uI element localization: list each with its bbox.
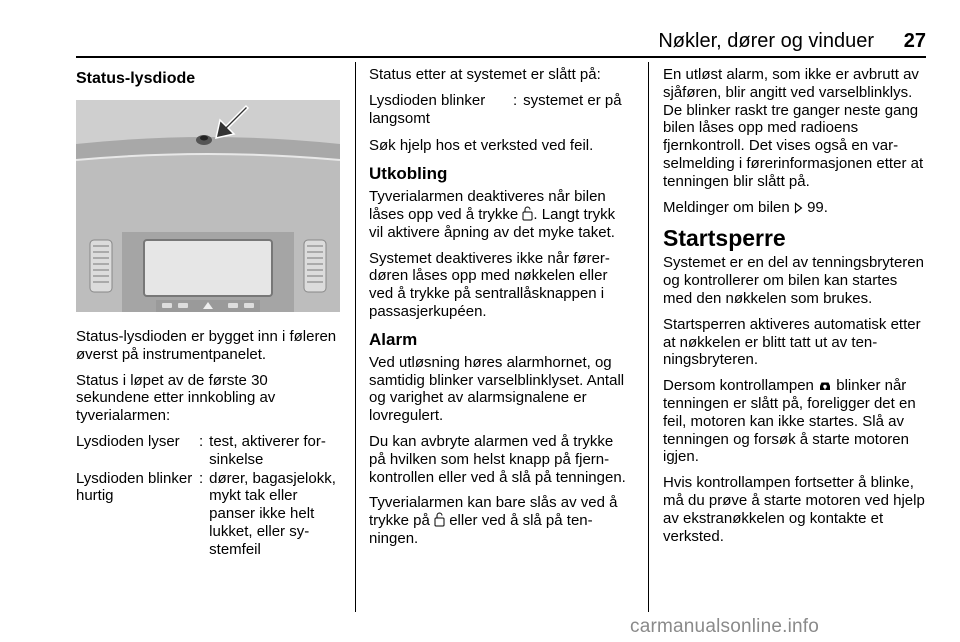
heading-startsperre: Startsperre [663,225,786,252]
page-reference-icon [794,202,803,214]
list-definition: systemet er på [523,91,622,109]
heading-utkobling: Utkobling [369,164,448,184]
column-1 [76,62,342,560]
paragraph: Status-lysdioden er bygget inn i føleren øverst på instrumentpanelet. [76,328,337,363]
column-divider [355,62,356,612]
paragraph: Startsperren aktiveres automatisk etter at nøkkelen er blitt tatt ut av tenningsbryteren. [663,315,921,369]
list-item [76,470,342,559]
unlock-key-icon [522,206,533,221]
status-list [76,433,342,559]
car-key-warning-icon [818,380,832,392]
section-title-status-led: Status-lysdiode [76,70,196,87]
dashboard-drawing [76,100,340,312]
paragraph: Status i løpet av de første 30 sekundene etter innkobling av tyverialarmen: [76,371,276,425]
heading-alarm: Alarm [369,329,418,349]
paragraph: Tyverialarmen kan bare slås av ved å trykke på eller ved å slå på tenningen. [369,494,618,547]
list-separator: : [513,91,518,109]
list-item [369,92,633,128]
column-3 [663,62,927,553]
list-separator: : [199,432,204,450]
page-header [76,28,926,54]
column-2 [369,62,633,556]
list-separator: : [199,469,204,487]
list-definition: test, aktiverer forsinkelse [209,432,326,468]
unlock-key-icon [434,512,445,527]
paragraph: Status etter at systemet er slått på: [369,66,601,83]
paragraph: Du kan avbryte alarmen ved å trykke på hvilken som helst knapp på fjernkontrollen eller ved å slå på tenningen. [369,432,626,486]
page-number: 27 [903,30,926,52]
paragraph: Meldinger om bilen 99. [663,198,828,216]
list-term: Lysdioden lyser [76,432,180,450]
watermark: carmanualsonline.info [630,616,820,637]
paragraph: En utløst alarm, som ikke er avbrutt av sjåføren, blir angitt ved varselblinklys. De blinker raskt tre ganger neste gang bilen låses opp med radioens fjernkontroll. Det vises også en varselmelding i førerinformasjonen etter at tenningen blir slått på. [663,66,924,190]
paragraph: Tyverialarmen deaktiveres når bilen låses opp ved å trykke . Langt trykk vil aktivere åpning av det myke taket. [369,188,616,241]
paragraph: Systemet er en del av tenningsbryteren og kontrollerer om bilen kan startes med den nøkkelen som brukes. [663,254,924,307]
paragraph: Dersom kontrollampen blinker når tenningen er slått på, foreligger det en feil, motoren kan ikke startes. Slå av tenningen og forsøk å starte motoren igjen. [663,377,916,466]
paragraph: Søk hjelp hos et verksted ved feil. [369,137,594,155]
paragraph: Hvis kontrollampen fortsetter å blinke, må du prøve å starte motoren ved hjelp av ekstranøkkelen og kontakte et verksted. [663,474,925,545]
header-rule [76,56,926,58]
list-item [76,433,342,469]
header-title: Nøkler, dører og vinduer [658,30,874,52]
list-term: Lysdioden blinker langsomt [369,91,486,127]
paragraph: Systemet deaktiveres ikke når førerdøren låses opp med nøkkelen eller ved å trykke på sentrallåsknappen i passasjerkupéen. [369,249,610,320]
column-divider [648,62,649,612]
list-term: Lysdioden blinker hurtig [76,469,193,505]
paragraph: Ved utløsning høres alarmhornet, og samtidig blinker varselblinklyset. Antall og varighet av alarmsignalene er lovregulert. [369,353,625,425]
list-definition: dører, bagasjelokk, mykt tak eller panser ikke helt lukket, eller systemfeil [209,469,336,558]
dashboard-illustration [76,100,340,312]
